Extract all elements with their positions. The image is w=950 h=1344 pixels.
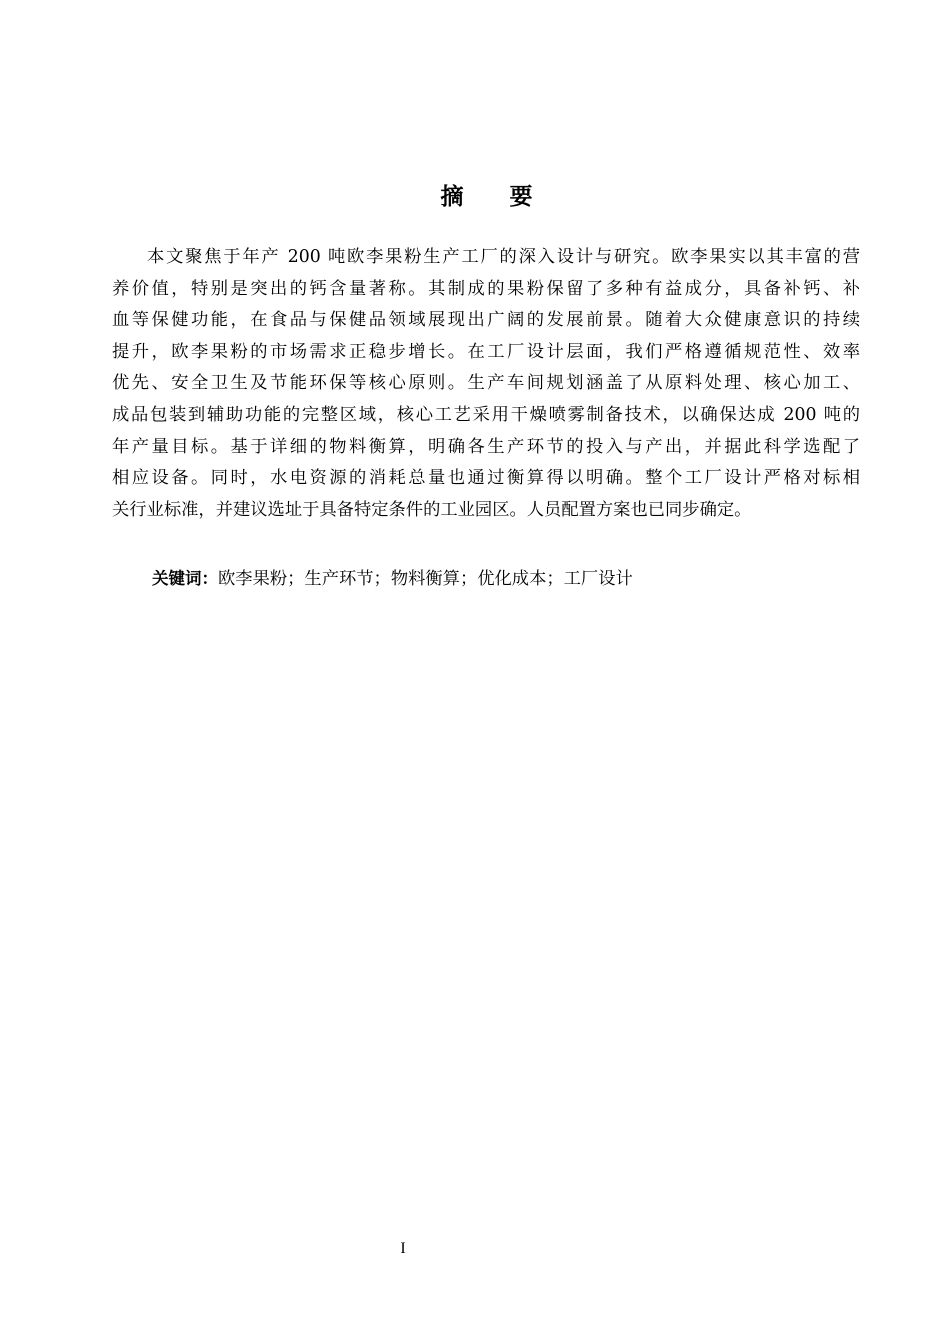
- keywords-label: 关键词：: [152, 569, 218, 588]
- abstract-line: 关行业标准，并建议选址于具备特定条件的工业园区。人员配置方案也已同步确定。: [112, 499, 752, 520]
- abstract-line: 本文聚焦于年产 200 吨欧李果粉生产工厂的深入设计与研究。欧李果实以其丰富的营: [147, 247, 860, 267]
- abstract-line: 年产量目标。基于详细的物料衡算，明确各生产环节的投入与产出，并据此科学选配了: [112, 436, 860, 457]
- abstract-line: 相应设备。同时，水电资源的消耗总量也通过衡算得以明确。整个工厂设计严格对标相: [112, 468, 860, 489]
- keywords-text: 欧李果粉；生产环节；物料衡算；优化成本；工厂设计: [218, 569, 633, 589]
- abstract-line: 优先、安全卫生及节能环保等核心原则。生产车间规划涵盖了从原料处理、核心加工、: [112, 373, 860, 394]
- keywords-paragraph: [152, 563, 852, 596]
- page-number: I: [400, 1240, 406, 1257]
- abstract-line: 成品包装到辅助功能的完整区域，核心工艺采用干燥喷雾制备技术，以确保达成 200 吨的: [112, 404, 860, 425]
- abstract-line: 养价值，特别是突出的钙含量著称。其制成的果粉保留了多种有益成分，具备补钙、补: [112, 278, 860, 299]
- title-char-1: 摘: [440, 184, 466, 210]
- abstract-title: [0, 178, 950, 211]
- abstract-line: 血等保健功能，在食品与保健品领域展现出广阔的发展前景。随着大众健康意识的持续: [112, 310, 860, 331]
- abstract-body: [112, 242, 860, 526]
- title-char-2: 要: [509, 184, 535, 210]
- abstract-line: 提升，欧李果粉的市场需求正稳步增长。在工厂设计层面，我们严格遵循规范性、效率: [112, 341, 860, 362]
